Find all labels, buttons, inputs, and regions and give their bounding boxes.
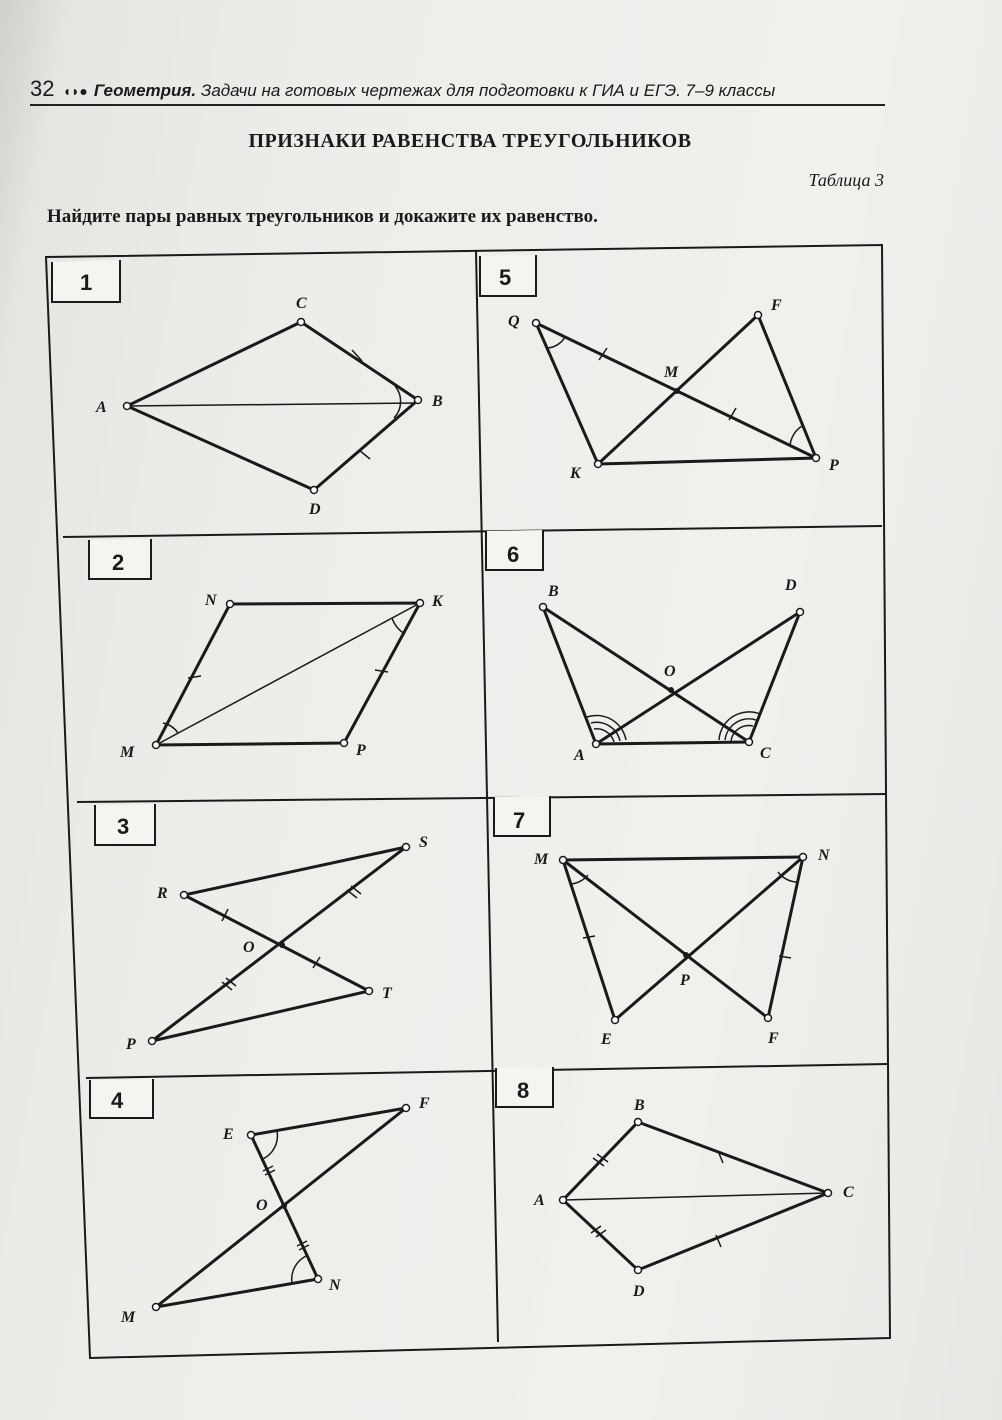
book-title: Геометрия. — [93, 81, 197, 100]
point-label: P — [829, 457, 839, 474]
point-label: N — [329, 1277, 341, 1294]
problem-number-7: 7 — [513, 808, 526, 833]
point-label: A — [574, 747, 585, 764]
book-subtitle: Задачи на готовых чертежах для подготовки к ГИА и ЕГЭ. 7–9 классы — [200, 81, 776, 100]
problem-number-4: 4 — [111, 1088, 124, 1113]
header-ornament-icon: ◖◗● — [62, 83, 88, 99]
figure-8 — [533, 1097, 854, 1300]
point-label: Q — [508, 313, 520, 330]
point-label: A — [96, 399, 107, 416]
point-label: D — [309, 501, 321, 518]
figure-1 — [95, 295, 443, 518]
point-label: P — [126, 1036, 136, 1053]
figure-4 — [120, 1095, 430, 1326]
point-label: D — [633, 1283, 645, 1300]
point-label: P — [356, 742, 366, 759]
figure-7 — [533, 847, 831, 1048]
point-label: M — [534, 851, 549, 868]
point-label: C — [296, 295, 307, 312]
point-label: O — [664, 663, 676, 680]
column-divider — [476, 251, 498, 1342]
point-label: N — [818, 847, 830, 864]
section-title: ПРИЗНАКИ РАВЕНСТВА ТРЕУГОЛЬНИКОВ — [248, 130, 692, 152]
point-label: O — [256, 1197, 268, 1214]
point-label: K — [432, 593, 443, 610]
row-divider-2 — [77, 794, 886, 802]
table-label: Таблица 3 — [808, 170, 884, 190]
figure-6 — [540, 577, 804, 764]
point-label: C — [760, 745, 771, 762]
point-label: T — [382, 985, 392, 1002]
point-label: F — [419, 1095, 430, 1112]
point-label: S — [419, 834, 428, 851]
row-divider-3 — [86, 1064, 888, 1078]
figure-3 — [125, 834, 428, 1053]
point-label: C — [843, 1184, 854, 1201]
point-label: F — [768, 1030, 779, 1047]
problem-number-6: 6 — [507, 542, 520, 567]
figure-2 — [119, 592, 444, 761]
point-label: M — [121, 1309, 136, 1326]
problem-number-1: 1 — [80, 270, 93, 295]
point-label: K — [570, 465, 581, 482]
problem-number-3: 3 — [117, 814, 130, 839]
point-label: D — [785, 577, 797, 594]
point-label: F — [771, 297, 782, 314]
problem-number-8: 8 — [517, 1078, 530, 1103]
point-label: M — [664, 364, 679, 381]
point-label: B — [634, 1097, 645, 1114]
point-label: B — [432, 393, 443, 410]
point-label: A — [534, 1192, 545, 1209]
problem-number-5: 5 — [499, 265, 512, 290]
point-label: M — [120, 744, 135, 761]
row-divider-1 — [63, 526, 882, 537]
point-label: E — [223, 1126, 234, 1143]
problem-number-2: 2 — [112, 550, 125, 575]
point-label: B — [548, 583, 559, 600]
point-label: N — [205, 592, 217, 609]
figure-5 — [508, 297, 839, 482]
page-number: 32 — [30, 76, 55, 101]
point-label: E — [601, 1031, 612, 1048]
point-label: R — [157, 885, 168, 902]
task-instruction: Найдите пары равных треугольников и докажите их равенство. — [47, 206, 598, 227]
point-label: P — [680, 972, 690, 989]
point-label: O — [243, 939, 255, 956]
